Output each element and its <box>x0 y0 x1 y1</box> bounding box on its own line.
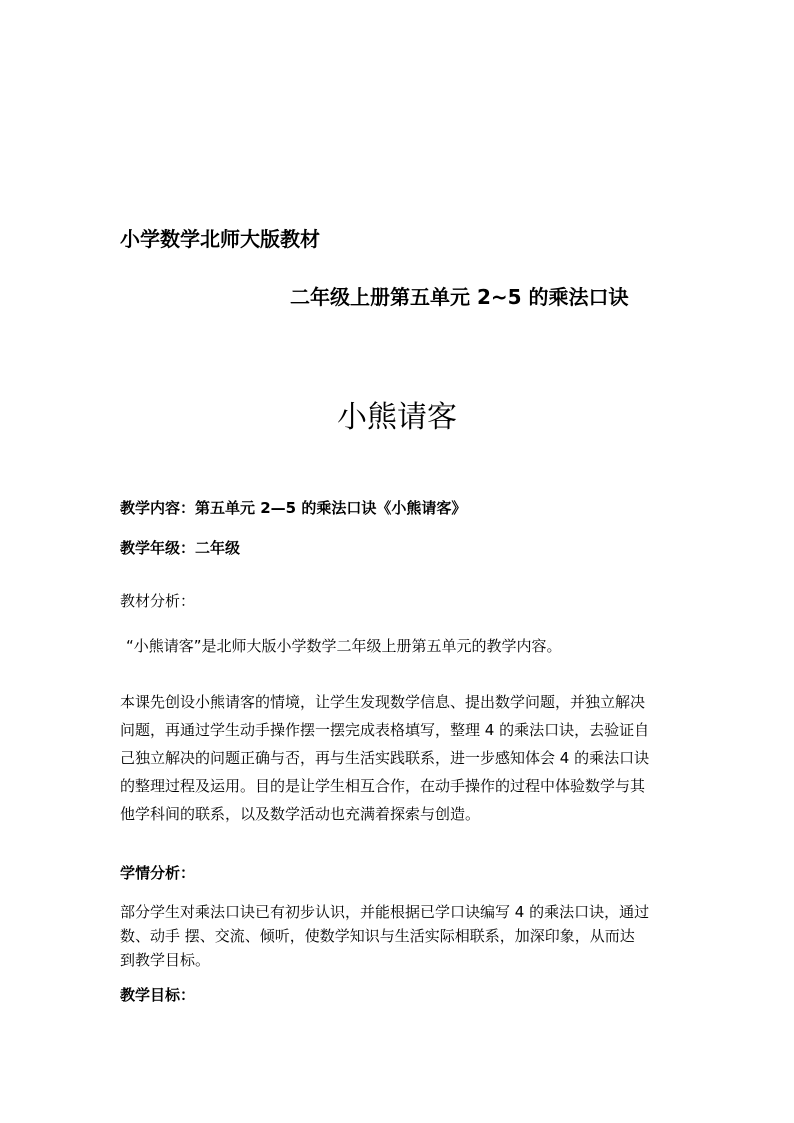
unit-header: 二年级上册第五单元 2~5 的乘法口诀 <box>290 285 629 309</box>
textbook-header: 小学数学北师大版教材 <box>120 227 320 251</box>
teaching-content-label: 教学内容： <box>120 499 196 517</box>
material-analysis-label: 教材分析： <box>120 592 196 610</box>
paragraph-line: 问题，再通过学生动手操作摆一摆完成表格填写，整理 4 的乘法口诀，去验证自 <box>120 721 650 739</box>
intro-paragraph: “小熊请客”是北师大版小学数学二年级上册第五单元的教学内容。 <box>126 637 562 655</box>
paragraph-line: 本课先创设小熊请客的情境，让学生发现数学信息、提出数学问题，并独立解决 <box>120 693 646 711</box>
learning-analysis-heading: 学情分析： <box>120 864 196 882</box>
teaching-content-row <box>120 496 466 520</box>
lesson-title: 小熊请客 <box>337 400 457 435</box>
learning-analysis-paragraph <box>120 900 680 972</box>
material-analysis-paragraph <box>120 688 680 828</box>
paragraph-line: 的整理过程及运用。目的是让学生相互合作，在动手操作的过程中体验数学与其 <box>120 777 646 795</box>
teaching-grade-label: 教学年级： <box>120 539 196 557</box>
teaching-goals-heading: 教学目标： <box>120 986 196 1004</box>
paragraph-line: 数、动手 摆、交流、倾听，使数学知识与生活实际相联系，加深印象，从而达 <box>120 927 635 945</box>
paragraph-line: 他学科间的联系，以及数学活动也充满着探索与创造。 <box>120 805 481 823</box>
teaching-content-value: 第五单元 2—5 的乘法口诀《小熊请客》 <box>195 499 467 517</box>
teaching-grade-value: 二年级 <box>195 539 241 557</box>
paragraph-line: 部分学生对乘法口诀已有初步认识，并能根据已学口诀编写 4 的乘法口诀，通过 <box>120 903 650 921</box>
paragraph-line: 己独立解决的问题正确与否，再与生活实践联系，进一步感知体会 4 的乘法口诀 <box>120 749 650 767</box>
teaching-grade-row <box>120 536 240 560</box>
paragraph-line: 到教学目标。 <box>120 951 211 969</box>
